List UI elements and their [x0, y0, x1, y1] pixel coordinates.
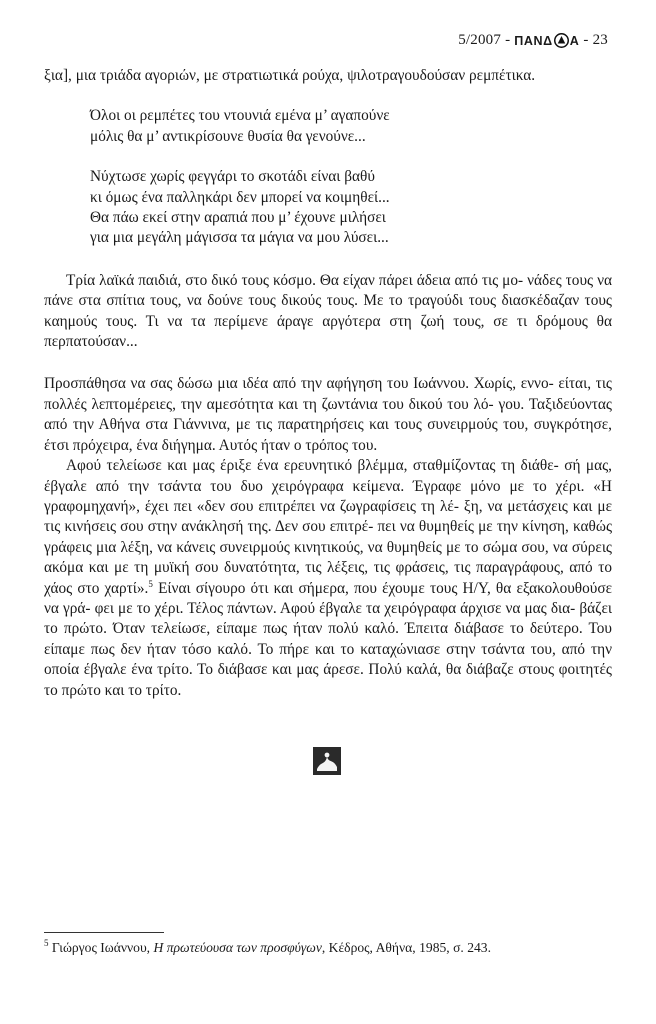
text-line: Προσπάθησα να σας δώσω μια ιδέα από την αφήγηση του Ιωάννου. Χωρίς, εννο- — [44, 375, 554, 393]
verse-line: Νύχτωσε χωρίς φεγγάρι το σκοτάδι είναι βαθύ — [90, 168, 375, 186]
pandora-logo-icon — [554, 33, 569, 48]
text-line: Τρία λαϊκά παιδιά, στο δικό τους κόσμο. Θα είχαν πάρει άδεια από τις μο- — [66, 271, 524, 289]
vignette-ornament-icon — [313, 747, 341, 775]
text-line: ξη, να μετάσχεις και με τις κινήσεις σου στην ανάκλησή της. Δεν σου επιτρέ- — [44, 497, 612, 536]
body-text — [44, 66, 612, 701]
footnote-title: Η πρωτεύουσα των προσφύγων — [153, 940, 322, 955]
footnote — [44, 940, 491, 956]
footnote-number: 5 — [44, 938, 49, 948]
issue-label: 5/2007 — [458, 32, 502, 48]
text-line: κινητικούς, να θυμηθείς με το σώμα σου, να σύρεις ακόμα και με τη μυϊκή σου — [44, 538, 612, 577]
running-header — [458, 32, 608, 49]
text-line: του. — [352, 436, 378, 454]
text-line: είται, τις πολλές λεπτομέρειες, την αμεσότητα και τη ζωντάνια του δικού του λό- — [44, 375, 612, 413]
brand-left: ΠΑΝΔ — [514, 33, 553, 48]
footnote-rule — [44, 932, 164, 933]
brand-right: Α — [569, 33, 580, 48]
text-line: βάζει το πρώτο. Όταν τελείωσε, είπαμε πως ήταν πολύ καλό. Έπειτα διάβασε — [44, 599, 612, 638]
text-line: φει με το χέρι. Τέλος πάντων. Αφού έβγαλε τα χειρόγραφα άρχισε να μας δια- — [94, 599, 576, 617]
header-dash-right: - — [583, 32, 589, 48]
text-line: το δεύτερο. Του είπαμε πως δεν ήταν τόσο καλό. Το πήρε και το καταχώνιασε — [44, 620, 613, 658]
paragraph-1 — [44, 271, 612, 353]
text-line: το χέρι. «Η γραφομηχανή», έχει πει «δεν σου επιτρέπει να ζωγραφίσεις τη λέ- — [44, 477, 612, 515]
verse-line: για μια μεγάλη μάγισσα τα μάγια να μου λύσει... — [90, 229, 389, 247]
text-line: δυνατότητα, τις λέξεις, τις φράσεις, τις παραγράφους, από το χάος στο χαρτί». — [44, 559, 613, 597]
text-line: πει να θυμηθείς με την κίνηση, καθώς γράφεις μια λέξη, να κάνεις συνειρμούς — [44, 518, 613, 556]
verse-line: Όλοι οι ρεμπέτες του ντουνιά εμένα μ’ αγαπούνε — [90, 107, 390, 125]
journal-brand — [514, 33, 579, 48]
text-line: τους διασκέδαζαν τους καημούς τους. Τι να τα περίμενε άραγε αργότερα στη ζωή — [44, 292, 612, 330]
footnote-publication: , Κέδρος, Αθήνα, 1985, σ. 243. — [321, 940, 491, 955]
text-line: Αφού τελείωσε και μας έριξε ένα ερευνητικό βλέμμα, σταθμίζοντας τη διάθε- — [66, 457, 559, 475]
paragraph-3 — [44, 456, 612, 701]
text-line: Πολύ καλά, θα διάβαζε στους φοιτητές το πρώτο και το τρίτο. — [44, 661, 612, 699]
verse-stanza-2 — [44, 167, 612, 249]
text-line: συνειρμούς του, συγκρότησε, έτσι πρόχειρα, ένα διήγημα. Αυτός ήταν ο τρόπος — [44, 416, 612, 454]
footnote-author: Γιώργος Ιωάννου, — [51, 940, 154, 955]
text-line: Είναι σίγουρο ότι και σήμερα, που έχουμε τους Η/Υ, θα εξακολουθούσε να γρά- — [44, 579, 613, 617]
verse-line: μόλις θα μ’ αντικρίσουνε θυσία θα γενούνε... — [90, 127, 366, 145]
header-dash-left: - — [505, 32, 511, 48]
text-line: τους, σε τι δρόμους θα περπατούσαν... — [44, 312, 613, 351]
verse-line: κι όμως ένα παλληκάρι δεν μπορεί να κοιμηθεί... — [90, 188, 390, 206]
page-number: 23 — [592, 32, 608, 48]
text-line: σή μας, έβγαλε από την τσάντα του δυο χειρόγραφα κείμενα. Έγραφε μόνο με — [44, 457, 613, 495]
paragraph-2 — [44, 374, 612, 456]
footnote-reference: 5 — [148, 578, 153, 589]
verse-stanza-1 — [44, 106, 612, 147]
opening-line: ξια], μια τριάδα αγοριών, με στρατιωτικά ρούχα, ψιλοτραγουδούσαν ρεμπέτικα. — [44, 67, 536, 84]
text-line: γου. Ταξιδεύοντας από την Αθήνα στα Γιάννινα, με τις παρατηρήσεις και τους — [44, 395, 612, 434]
verse-line: Θα πάω εκεί στην αραπιά που μ’ έχουνε μιλήσει — [90, 209, 386, 227]
text-line: νάδες τους να πάνε στα σπίτια τους, να δούνε τους δικούς τους. Με το τραγούδι — [44, 271, 612, 310]
text-line: στην τσάντα του, από την οποία έβγαλε ένα τρίτο. Το διάβασε και μας άρεσε. — [44, 640, 613, 679]
